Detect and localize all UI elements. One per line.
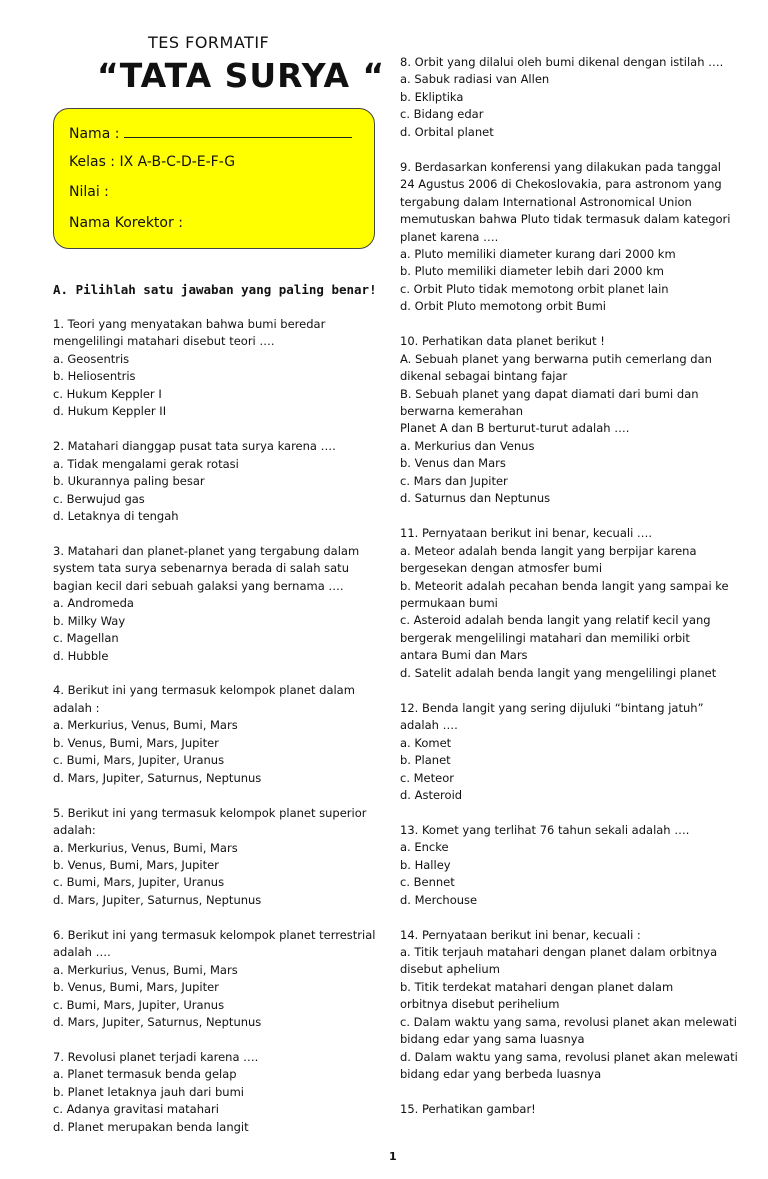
- answer-option[interactable]: b. Venus, Bumi, Mars, Jupiter: [53, 857, 219, 872]
- answer-option[interactable]: bergesekan dengan atmosfer bumi: [400, 561, 603, 576]
- answer-option[interactable]: a. Titik terjauh matahari dengan planet dalam orbitnya: [400, 945, 718, 960]
- answer-option[interactable]: b. Titik terdekat matahari dengan planet dalam: [400, 979, 674, 994]
- answer-option[interactable]: a. Meteor adalah benda langit yang berpijar karena: [400, 543, 697, 558]
- question-block: [400, 54, 740, 141]
- answer-option[interactable]: d. Letaknya di tengah: [53, 508, 179, 523]
- question-stem-line: mengelilingi matahari disebut teori ….: [53, 334, 275, 349]
- header-subtitle: TES FORMATIF: [148, 33, 270, 52]
- question-stem-line: 15. Perhatikan gambar!: [400, 1102, 536, 1117]
- kelas-label: Kelas : IX A-B-C-D-E-F-G: [69, 154, 236, 170]
- answer-option[interactable]: d. Hukum Keppler II: [53, 404, 167, 419]
- answer-option[interactable]: b. Venus, Bumi, Mars, Jupiter: [53, 980, 219, 995]
- answer-option[interactable]: a. Merkurius, Venus, Bumi, Mars: [53, 840, 238, 855]
- question-stem-line: 12. Benda langit yang sering dijuluki “bintang jatuh”: [400, 700, 704, 715]
- answer-option[interactable]: b. Ukurannya paling besar: [53, 474, 205, 489]
- answer-option[interactable]: b. Ekliptika: [400, 89, 464, 104]
- answer-option[interactable]: c. Dalam waktu yang sama, revolusi planet akan melewati: [400, 1014, 737, 1029]
- question-stem-line: system tata surya sebenarnya berada di salah satu: [53, 561, 349, 576]
- answer-option[interactable]: c. Bumi, Mars, Jupiter, Uranus: [53, 997, 225, 1012]
- nama-input-line[interactable]: [124, 125, 352, 138]
- question-stem-line: 4. Berikut ini yang termasuk kelompok planet dalam: [53, 683, 355, 698]
- answer-option[interactable]: b. Planet letaknya jauh dari bumi: [53, 1084, 244, 1099]
- answer-option[interactable]: b. Halley: [400, 857, 451, 872]
- question-block: [400, 700, 740, 805]
- answer-option[interactable]: a. Komet: [400, 735, 452, 750]
- question-stem-line: adalah ….: [400, 718, 458, 733]
- answer-option[interactable]: a. Andromeda: [53, 596, 134, 611]
- question-stem-line: 10. Perhatikan data planet berikut !: [400, 334, 605, 349]
- answer-option[interactable]: permukaan bumi: [400, 596, 498, 610]
- question-block: [53, 316, 388, 421]
- answer-option[interactable]: c. Magellan: [53, 631, 119, 646]
- question-stem-line: dikenal sebagai bintang fajar: [400, 369, 568, 384]
- question-stem-line: B. Sebuah planet yang dapat diamati dari bumi dan: [400, 386, 699, 401]
- answer-option[interactable]: c. Asteroid adalah benda langit yang relatif kecil yang: [400, 613, 711, 628]
- korektor-label: Nama Korektor :: [69, 215, 183, 231]
- kelas-row: [69, 154, 235, 170]
- question-stem-line: 3. Matahari dan planet-planet yang tergabung dalam: [53, 543, 360, 558]
- answer-option[interactable]: d. Mars, Jupiter, Saturnus, Neptunus: [53, 1015, 262, 1030]
- answer-option[interactable]: c. Bumi, Mars, Jupiter, Uranus: [53, 753, 225, 768]
- answer-option[interactable]: c. Bidang edar: [400, 107, 484, 122]
- question-stem-line: 14. Pernyataan berikut ini benar, kecuali :: [400, 927, 641, 942]
- answer-option[interactable]: c. Berwujud gas: [53, 491, 145, 506]
- answer-option[interactable]: a. Planet termasuk benda gelap: [53, 1067, 237, 1082]
- answer-option[interactable]: disebut aphelium: [400, 962, 500, 977]
- nilai-row: [69, 184, 109, 200]
- question-block: [53, 438, 388, 525]
- answer-option[interactable]: b. Meteorit adalah pecahan benda langit yang sampai ke: [400, 578, 729, 593]
- question-block: [400, 1101, 740, 1118]
- answer-option[interactable]: b. Heliosentris: [53, 369, 136, 384]
- question-stem-line: 2. Matahari dianggap pusat tata surya karena ….: [53, 439, 336, 454]
- answer-option[interactable]: bidang edar yang berbeda luasnya: [400, 1067, 602, 1082]
- answer-option[interactable]: d. Planet merupakan benda langit: [53, 1119, 249, 1134]
- question-stem-line: adalah:: [53, 823, 96, 838]
- answer-option[interactable]: b. Venus, Bumi, Mars, Jupiter: [53, 735, 219, 750]
- question-block: [53, 1049, 388, 1136]
- question-stem-line: 1. Teori yang menyatakan bahwa bumi beredar: [53, 317, 326, 331]
- answer-option[interactable]: antara Bumi dan Mars: [400, 648, 528, 663]
- nama-row: [69, 125, 352, 142]
- answer-option[interactable]: c. Adanya gravitasi matahari: [53, 1102, 219, 1117]
- answer-option[interactable]: a. Merkurius, Venus, Bumi, Mars: [53, 962, 238, 977]
- nilai-label: Nilai :: [69, 184, 109, 200]
- question-stem-line: 7. Revolusi planet terjadi karena ….: [53, 1049, 259, 1064]
- answer-option[interactable]: d. Asteroid: [400, 787, 463, 802]
- question-stem-line: memutuskan bahwa Pluto tidak termasuk dalam kategori: [400, 212, 731, 227]
- answer-option[interactable]: c. Mars dan Jupiter: [400, 473, 508, 488]
- question-block: [53, 682, 388, 787]
- answer-option[interactable]: d. Orbital planet: [400, 124, 494, 139]
- answer-option[interactable]: bergerak mengelilingi matahari dan memiliki orbit: [400, 630, 690, 645]
- question-stem-line: 9. Berdasarkan konferensi yang dilakukan pada tanggal: [400, 159, 721, 174]
- question-stem-line: 6. Berikut ini yang termasuk kelompok planet terrestrial: [53, 927, 376, 942]
- question-stem-line: 13. Komet yang terlihat 76 tahun sekali adalah ….: [400, 822, 690, 837]
- answer-option[interactable]: orbitnya disebut perihelium: [400, 997, 560, 1012]
- question-stem-line: 8. Orbit yang dilalui oleh bumi dikenal dengan istilah ….: [400, 55, 724, 69]
- question-stem-line: planet karena ….: [400, 229, 499, 244]
- question-block: [400, 159, 740, 316]
- answer-option[interactable]: a. Merkurius dan Venus: [400, 438, 535, 453]
- question-block: [400, 525, 740, 682]
- answer-option[interactable]: a. Sabuk radiasi van Allen: [400, 72, 550, 87]
- answer-option[interactable]: d. Mars, Jupiter, Saturnus, Neptunus: [53, 892, 262, 907]
- answer-option[interactable]: a. Merkurius, Venus, Bumi, Mars: [53, 718, 238, 733]
- question-stem-line: A. Sebuah planet yang berwarna putih cemerlang dan: [400, 351, 712, 366]
- answer-option[interactable]: b. Pluto memiliki diameter lebih dari 2000 km: [400, 264, 665, 279]
- question-stem-line: adalah :: [53, 700, 100, 715]
- answer-option[interactable]: d. Orbit Pluto memotong orbit Bumi: [400, 299, 606, 314]
- question-block: [53, 927, 388, 1032]
- question-stem-line: bagian kecil dari sebuah galaksi yang bernama ….: [53, 578, 344, 593]
- question-stem-line: berwarna kemerahan: [400, 404, 524, 419]
- answer-option[interactable]: c. Hukum Keppler I: [53, 386, 162, 401]
- question-block: [53, 543, 388, 665]
- question-block: [400, 927, 740, 1084]
- right-question-column: [400, 54, 740, 1119]
- answer-option[interactable]: b. Venus dan Mars: [400, 456, 506, 471]
- answer-option[interactable]: c. Bumi, Mars, Jupiter, Uranus: [53, 875, 225, 890]
- answer-option[interactable]: bidang edar yang sama luasnya: [400, 1032, 585, 1047]
- question-stem-line: adalah ….: [53, 945, 111, 960]
- answer-option[interactable]: d. Hubble: [53, 648, 109, 663]
- header-title: “TATA SURYA “: [97, 56, 386, 95]
- left-question-column: [53, 316, 388, 1136]
- korektor-row: [69, 215, 183, 231]
- answer-option[interactable]: d. Satelit adalah benda langit yang mengelilingi planet: [400, 665, 717, 680]
- question-stem-line: 5. Berikut ini yang termasuk kelompok planet superior: [53, 805, 367, 820]
- answer-option[interactable]: b. Milky Way: [53, 613, 126, 628]
- answer-option[interactable]: c. Bennet: [400, 875, 455, 890]
- section-heading: A. Pilihlah satu jawaban yang paling benar!: [53, 282, 377, 297]
- question-stem-line: tergabung dalam International Astronomical Union: [400, 194, 692, 209]
- answer-option[interactable]: a. Pluto memiliki diameter kurang dari 2000 km: [400, 246, 676, 261]
- answer-option[interactable]: d. Mars, Jupiter, Saturnus, Neptunus: [53, 770, 262, 785]
- page-number: 1: [389, 1150, 397, 1163]
- question-stem-line: 11. Pernyataan berikut ini benar, kecuali ….: [400, 526, 653, 541]
- question-block: [53, 805, 388, 910]
- answer-option[interactable]: c. Meteor: [400, 770, 454, 785]
- question-block: [400, 333, 740, 508]
- answer-option[interactable]: d. Merchouse: [400, 892, 478, 907]
- question-stem-line: 24 Agustus 2006 di Chekoslovakia, para astronom yang: [400, 177, 722, 192]
- question-block: [400, 822, 740, 909]
- nama-label: Nama :: [69, 126, 120, 142]
- answer-option[interactable]: a. Tidak mengalami gerak rotasi: [53, 456, 239, 471]
- answer-option[interactable]: a. Geosentris: [53, 351, 130, 366]
- identity-box: [53, 108, 375, 249]
- answer-option[interactable]: a. Encke: [400, 840, 449, 855]
- answer-option[interactable]: c. Orbit Pluto tidak memotong orbit planet lain: [400, 281, 669, 296]
- answer-option[interactable]: d. Dalam waktu yang sama, revolusi planet akan melewati: [400, 1049, 738, 1064]
- answer-option[interactable]: d. Saturnus dan Neptunus: [400, 491, 551, 506]
- answer-option[interactable]: b. Planet: [400, 753, 451, 768]
- question-stem-line: Planet A dan B berturut-turut adalah ….: [400, 421, 630, 436]
